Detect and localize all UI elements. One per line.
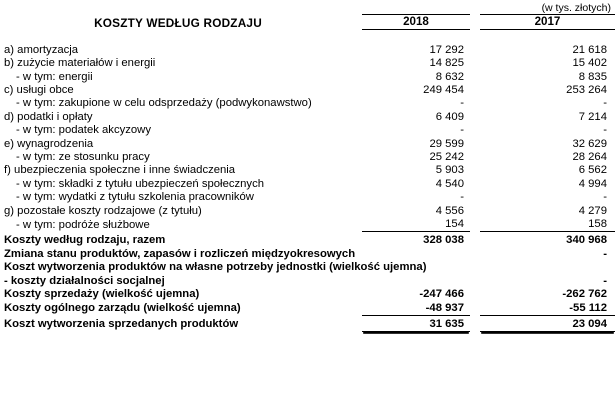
row-gap-1 bbox=[352, 151, 362, 164]
value-2018: 14 825 bbox=[429, 57, 464, 70]
value-2018: 6 409 bbox=[435, 110, 464, 123]
row-gap-2 bbox=[470, 71, 480, 84]
row-gap-2 bbox=[470, 138, 480, 151]
row-gap-1 bbox=[352, 71, 362, 84]
row-gap-2 bbox=[470, 178, 480, 191]
row-gap-1 bbox=[352, 218, 362, 232]
row-label: Koszt wytworzenia produktów na własne potrzeby jednostki (wielkość ujemna) bbox=[4, 261, 427, 274]
value-2017: 23 094 bbox=[480, 315, 615, 331]
value-2018: 31 635 bbox=[362, 315, 470, 331]
value-2018: 29 599 bbox=[429, 137, 464, 150]
row-gap-2 bbox=[470, 302, 480, 316]
costs-by-type-table bbox=[0, 14, 615, 332]
row-label: d) podatki i opłaty bbox=[4, 110, 93, 123]
row-gap-1 bbox=[352, 315, 362, 331]
header-gap-2 bbox=[470, 15, 480, 30]
value-2017: 32 629 bbox=[572, 137, 607, 150]
row-gap-2 bbox=[470, 151, 480, 164]
row-gap-2 bbox=[470, 111, 480, 124]
row-gap-1 bbox=[352, 288, 362, 301]
table-body bbox=[0, 30, 615, 332]
value-2017: 21 618 bbox=[572, 43, 607, 56]
row-label: Zmiana stanu produktów, zapasów i rozliczeń międzyokresowych bbox=[4, 247, 356, 260]
value-2017: 6 562 bbox=[578, 164, 607, 177]
row-gap-1 bbox=[352, 164, 362, 177]
row-gap-2 bbox=[470, 232, 480, 248]
row-gap-2 bbox=[470, 84, 480, 97]
row-gap-2 bbox=[470, 191, 480, 204]
value-2018: 17 292 bbox=[429, 43, 464, 56]
row-label: - w tym: podatek akcyzowy bbox=[16, 124, 151, 137]
row-gap-1 bbox=[352, 84, 362, 97]
row-label: a) amortyzacja bbox=[4, 43, 79, 56]
table-row bbox=[0, 248, 615, 261]
row-label: - w tym: energii bbox=[16, 70, 93, 83]
table-row bbox=[0, 84, 615, 97]
table-row bbox=[0, 288, 615, 301]
value-2017: -55 112 bbox=[569, 301, 607, 314]
header-row bbox=[0, 15, 615, 30]
value-2017: 158 bbox=[588, 218, 607, 231]
row-label: - w tym: podróże służbowe bbox=[16, 218, 150, 231]
value-2017: 7 214 bbox=[578, 110, 607, 123]
value-2018: - bbox=[460, 97, 464, 110]
table-row bbox=[0, 232, 615, 248]
table-row bbox=[0, 164, 615, 177]
value-2018: - bbox=[460, 191, 464, 204]
value-2017: - bbox=[603, 247, 607, 260]
row-gap-2 bbox=[470, 315, 480, 331]
value-2017: 4 279 bbox=[578, 204, 607, 217]
value-2017: -262 762 bbox=[562, 288, 607, 301]
row-gap-2 bbox=[470, 97, 480, 110]
table-row bbox=[0, 218, 615, 232]
table-row bbox=[0, 44, 615, 57]
row-label: e) wynagrodzenia bbox=[4, 137, 94, 150]
row-gap-2 bbox=[470, 164, 480, 177]
table-row bbox=[0, 191, 615, 204]
row-gap-2 bbox=[470, 288, 480, 301]
value-2018: - bbox=[460, 124, 464, 137]
row-label: Koszty sprzedaży (wielkość ujemna) bbox=[4, 288, 200, 301]
row-label: - w tym: wydatki z tytułu szkolenia pracowników bbox=[16, 191, 254, 204]
table-header bbox=[0, 15, 615, 30]
row-label: - w tym: ze stosunku pracy bbox=[16, 151, 150, 164]
value-2018: -247 466 bbox=[419, 288, 464, 301]
row-gap-2 bbox=[470, 248, 480, 261]
value-2017: - bbox=[603, 274, 607, 287]
value-2017: 15 402 bbox=[572, 57, 607, 70]
row-gap-1 bbox=[352, 302, 362, 316]
row-gap-1 bbox=[352, 57, 362, 70]
row-gap-2 bbox=[470, 57, 480, 70]
row-gap-2 bbox=[470, 261, 480, 274]
row-gap-1 bbox=[352, 44, 362, 57]
row-label: Koszty ogólnego zarządu (wielkość ujemna) bbox=[4, 302, 241, 315]
row-label: Koszt wytworzenia sprzedanych produktów bbox=[4, 318, 239, 331]
value-2018: 154 bbox=[445, 218, 464, 231]
value-2017 bbox=[480, 261, 615, 274]
table-row bbox=[0, 205, 615, 218]
table-row bbox=[0, 275, 615, 288]
table-row bbox=[0, 178, 615, 191]
header-gap-1 bbox=[352, 15, 362, 30]
table-title: KOSZTY WEDŁUG RODZAJU bbox=[94, 15, 262, 30]
table-row bbox=[0, 261, 615, 274]
column-header-2017: 2017 bbox=[480, 15, 615, 30]
value-2018 bbox=[362, 248, 470, 261]
row-gap-2 bbox=[470, 124, 480, 137]
value-2017: 4 994 bbox=[578, 177, 607, 190]
value-2017: 28 264 bbox=[572, 151, 607, 164]
row-gap-1 bbox=[352, 205, 362, 218]
row-label: - koszty działalności socjalnej bbox=[4, 274, 165, 287]
row-label: f) ubezpieczenia społeczne i inne świadczenia bbox=[4, 164, 236, 177]
row-label: b) zużycie materiałów i energii bbox=[4, 57, 156, 70]
value-2018: 25 242 bbox=[429, 151, 464, 164]
row-gap-1 bbox=[352, 178, 362, 191]
table-row bbox=[0, 302, 615, 316]
value-2018: 249 454 bbox=[423, 84, 464, 97]
row-gap-2 bbox=[470, 275, 480, 288]
table-row bbox=[0, 97, 615, 110]
table-row bbox=[0, 315, 615, 331]
row-gap-2 bbox=[470, 44, 480, 57]
value-2018: 8 632 bbox=[435, 70, 464, 83]
table-row bbox=[0, 111, 615, 124]
table-row bbox=[0, 151, 615, 164]
row-gap-1 bbox=[352, 138, 362, 151]
value-2018 bbox=[362, 275, 470, 288]
row-label: c) usługi obce bbox=[4, 84, 74, 97]
row-gap-2 bbox=[470, 218, 480, 232]
value-2018: 5 903 bbox=[435, 164, 464, 177]
row-gap-1 bbox=[352, 232, 362, 248]
value-2017: 8 835 bbox=[578, 70, 607, 83]
header-body-spacer bbox=[0, 30, 615, 44]
row-gap-1 bbox=[352, 97, 362, 110]
table-row bbox=[0, 71, 615, 84]
row-gap-1 bbox=[352, 275, 362, 288]
table-row bbox=[0, 57, 615, 70]
row-label: g) pozostałe koszty rodzajowe (z tytułu) bbox=[4, 204, 202, 217]
value-2017: 340 968 bbox=[480, 232, 615, 248]
row-gap-1 bbox=[352, 111, 362, 124]
column-header-2018: 2018 bbox=[362, 15, 470, 30]
row-label: Koszty według rodzaju, razem bbox=[4, 234, 166, 247]
row-gap-1 bbox=[352, 124, 362, 137]
value-2017: 253 264 bbox=[566, 84, 607, 97]
value-2018: 328 038 bbox=[362, 232, 470, 248]
row-gap-2 bbox=[470, 205, 480, 218]
value-2018: 4 556 bbox=[435, 204, 464, 217]
table-row bbox=[0, 124, 615, 137]
row-label: - w tym: zakupione w celu odsprzedaży (podwykonawstwo) bbox=[16, 97, 312, 110]
value-2018: 4 540 bbox=[435, 177, 464, 190]
value-2017: - bbox=[603, 124, 607, 137]
table-row bbox=[0, 138, 615, 151]
row-label: - w tym: składki z tytułu ubezpieczeń społecznych bbox=[16, 177, 265, 190]
value-2018: -48 937 bbox=[425, 301, 464, 314]
units-note: (w tys. złotych) bbox=[541, 2, 611, 14]
value-2017: - bbox=[603, 97, 607, 110]
value-2017: - bbox=[603, 191, 607, 204]
row-gap-1 bbox=[352, 191, 362, 204]
